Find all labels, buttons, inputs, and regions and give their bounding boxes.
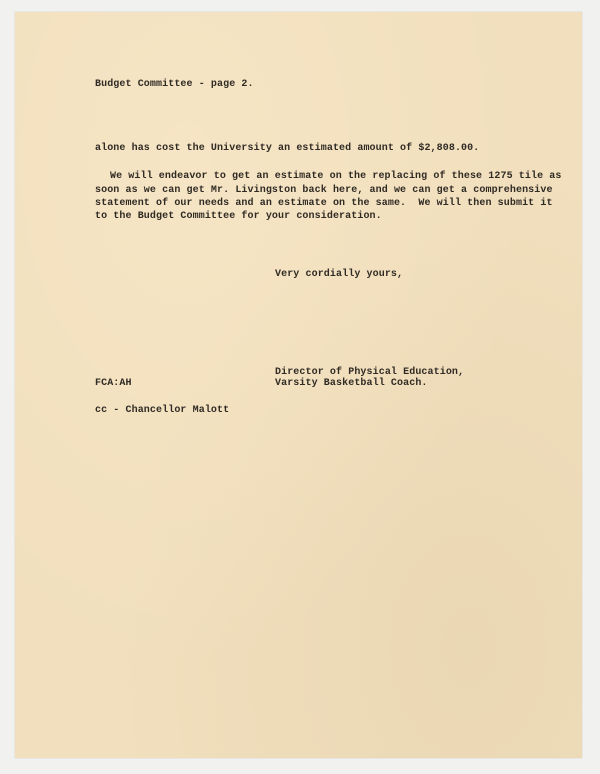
paragraph-2-line-2: soon as we can get Mr. Livingston back here, and we can get a comprehensive [95,185,553,196]
paragraph-2-line-3: statement of our needs and an estimate on the same. We will then submit it [95,198,553,209]
paragraph-1: alone has cost the University an estimated amount of $2,808.00. [95,143,480,154]
typist-initials: FCA:AH [95,378,132,389]
document-page [15,12,582,758]
closing: Very cordially yours, [275,269,404,280]
paragraph-2-line-1: We will endeavor to get an estimate on the replacing of these 1275 tile as [110,171,562,182]
paragraph-2-line-4: to the Budget Committee for your consideration. [95,211,382,222]
carbon-copy: cc - Chancellor Malott [95,405,230,416]
page-header: Budget Committee - page 2. [95,79,254,90]
signature-title-2: Varsity Basketball Coach. [275,378,428,389]
signature-title-1: Director of Physical Education, [275,367,465,378]
